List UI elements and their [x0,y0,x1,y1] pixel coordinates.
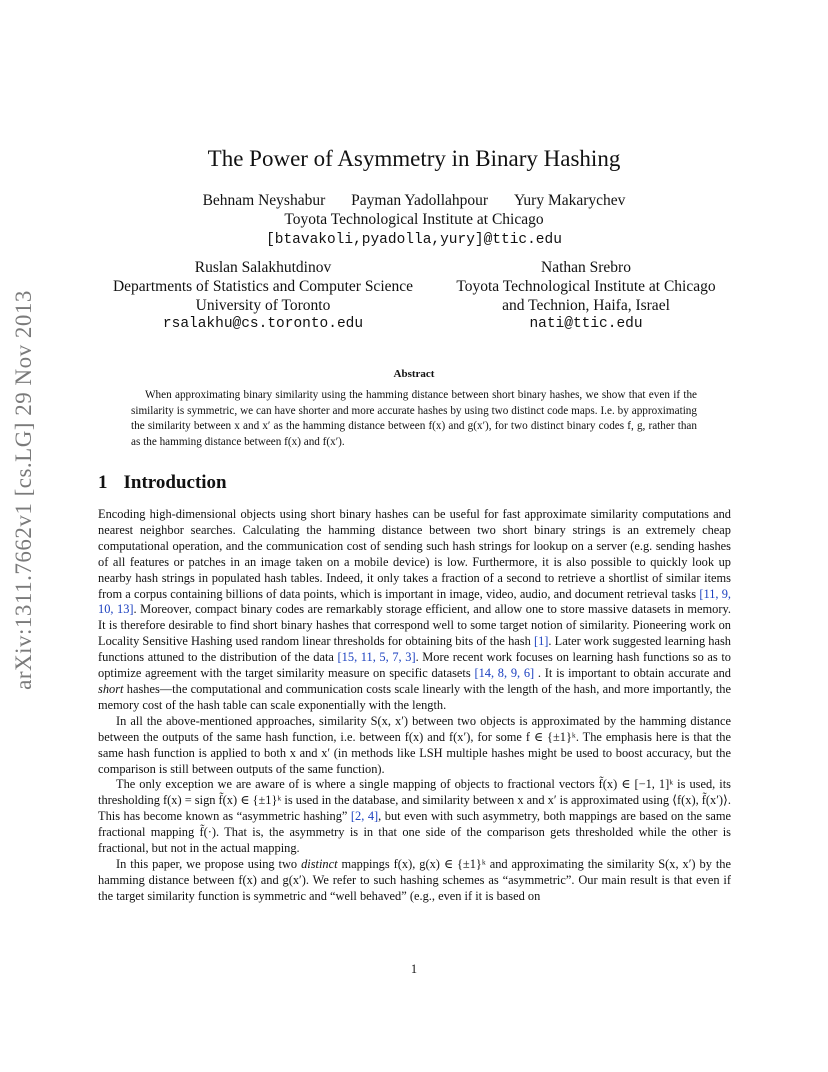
text-span: In this paper, we propose using two [116,856,302,871]
page-number: 1 [410,962,418,976]
author-institution: and Technion, Haifa, Israel [502,297,670,314]
paragraph: In all the above-mentioned approaches, similarity S(x, x′) between two objects is approximated by the hamming distance between the outputs of the same hash function, i.e. between f(x) and f(x′), for some f ∈ {±1}ᵏ. The emphasis here is that the same hash function is applied to both x and x′ (in methods like LSH multiple hashes might be used to boost accuracy, but the comparison is still between outputs of the same function). [98,713,731,776]
citation-link[interactable]: [11, 9, 10, 13] [98,586,731,617]
author-department: Departments of Statistics and Computer Science [112,278,414,295]
text-span: hashes—the computational and communication costs scale linearly with the length of the hash, and more importantly, the memory cost of the hash table can scale exponentially with the length. [98,681,731,712]
paragraph [98,777,731,857]
author-name: Yury Makarychev [513,192,626,209]
text-span: . It is important to obtain accurate and [534,666,731,681]
paper-title: The Power of Asymmetry in Binary Hashing [207,146,621,171]
section-title: Introduction [123,472,227,493]
author-department: Toyota Technological Institute at Chicago [456,278,716,295]
emphasis: short [98,681,124,696]
abstract-heading: Abstract [393,368,435,380]
body-text [98,507,731,905]
citation-link[interactable]: [15, 11, 5, 7, 3] [337,650,416,665]
text-span: . Later work suggested learning hash functions attuned to the distribution of the data [98,634,731,665]
paragraph [98,857,731,905]
authors-top [0,192,828,210]
text-span: , but even with such asymmetry, both mappings are based on the same fractional mapping f̃(·). That is, the asymmetry is in that one side of the comparison gets thresholded while the other is fractional, but not in the actual mapping. [98,809,731,856]
email-top: [btavakoli,pyadolla,yury]@ttic.edu [266,232,562,248]
text-span: Encoding high-dimensional objects using short binary hashes can be useful for fast approximate similarity computations and nearest neighbor searches. Calculating the hamming distance between two short binary strings is an extremely cheap computational operation, and the communication cost of sending such hash strings for lookup on a server (e.g. sending hashes of all features or patches in an image taken on a mobile device) is low. Furthermore, it is also possible to quickly look up nearby hash strings in populated hash tables. Indeed, it only takes a fraction of a second to retrieve a shortlist of similar items from a corpus containing billions of data points, which is important in image, video, audio, and document retrieval tasks [98,507,731,601]
arxiv-sidebar [6,290,42,690]
citation-link[interactable]: [14, 8, 9, 6] [474,666,535,681]
paragraph [98,507,731,714]
section-number: 1 [98,472,108,493]
author-name: Nathan Srebro [541,259,631,276]
author-block-right [440,258,732,334]
author-name: Behnam Neyshabur [202,192,326,209]
section-heading [98,472,227,494]
text-span: The only exception we are aware of is where a single mapping of objects to fractional vectors f̃(x) ∈ [−1, 1]ᵏ is used, its thresholding f(x) = sign f̃(x) ∈ {±1}ᵏ is used in the database, and similarity between x and x′ is approximated using ⟨f(x), f̃(x′)⟩. This has become known as “asymmetric hashing” [98,777,731,824]
author-name: Payman Yadollahpour [351,192,489,209]
text-span: mappings f(x), g(x) ∈ {±1}ᵏ and approximating the similarity S(x, x′) by the hamming distance between f(x) and g(x′). We refer to such hashing schemes as “asymmetric”. Our main result is that even if the target similarity function is symmetric and “well behaved” (e.g., even if it is based on [98,856,731,903]
author-block-left [100,258,426,334]
author-email: nati@ttic.edu [529,316,643,332]
author-name: Ruslan Salakhutdinov [194,259,332,276]
citation-link[interactable]: [1] [533,634,549,649]
text-span: . Moreover, compact binary codes are remarkably storage efficient, and allow one to store massive datasets in memory. It is therefore desirable to find short binary hashes that correspond well to some target notion of similarity. Pioneering work on Locality Sensitive Hashing used random linear thresholds for obtaining bits of the hash [98,602,731,649]
emphasis: distinct [301,856,338,871]
text-span: . More recent work focuses on learning hash functions so as to optimize agreement with the target similarity measure on specific datasets [98,650,731,681]
author-institution: University of Toronto [195,297,331,314]
affiliation-top: Toyota Technological Institute at Chicago [284,211,544,228]
arxiv-identifier: arXiv:1311.7662v1 [cs.LG] 29 Nov 2013 [11,290,36,690]
abstract-text: When approximating binary similarity using the hamming distance between short binary hashes, we show that even if the similarity is symmetric, we can have shorter and more accurate hashes by using two distinct code maps. I.e. by approximating the similarity between x and x′ as the hamming distance between f(x) and g(x′), for two distinct binary codes f, g, rather than as the hamming distance between f(x) and f(x′). [131,389,697,448]
citation-link[interactable]: [2, 4] [350,809,379,824]
author-email: rsalakhu@cs.toronto.edu [162,316,364,332]
